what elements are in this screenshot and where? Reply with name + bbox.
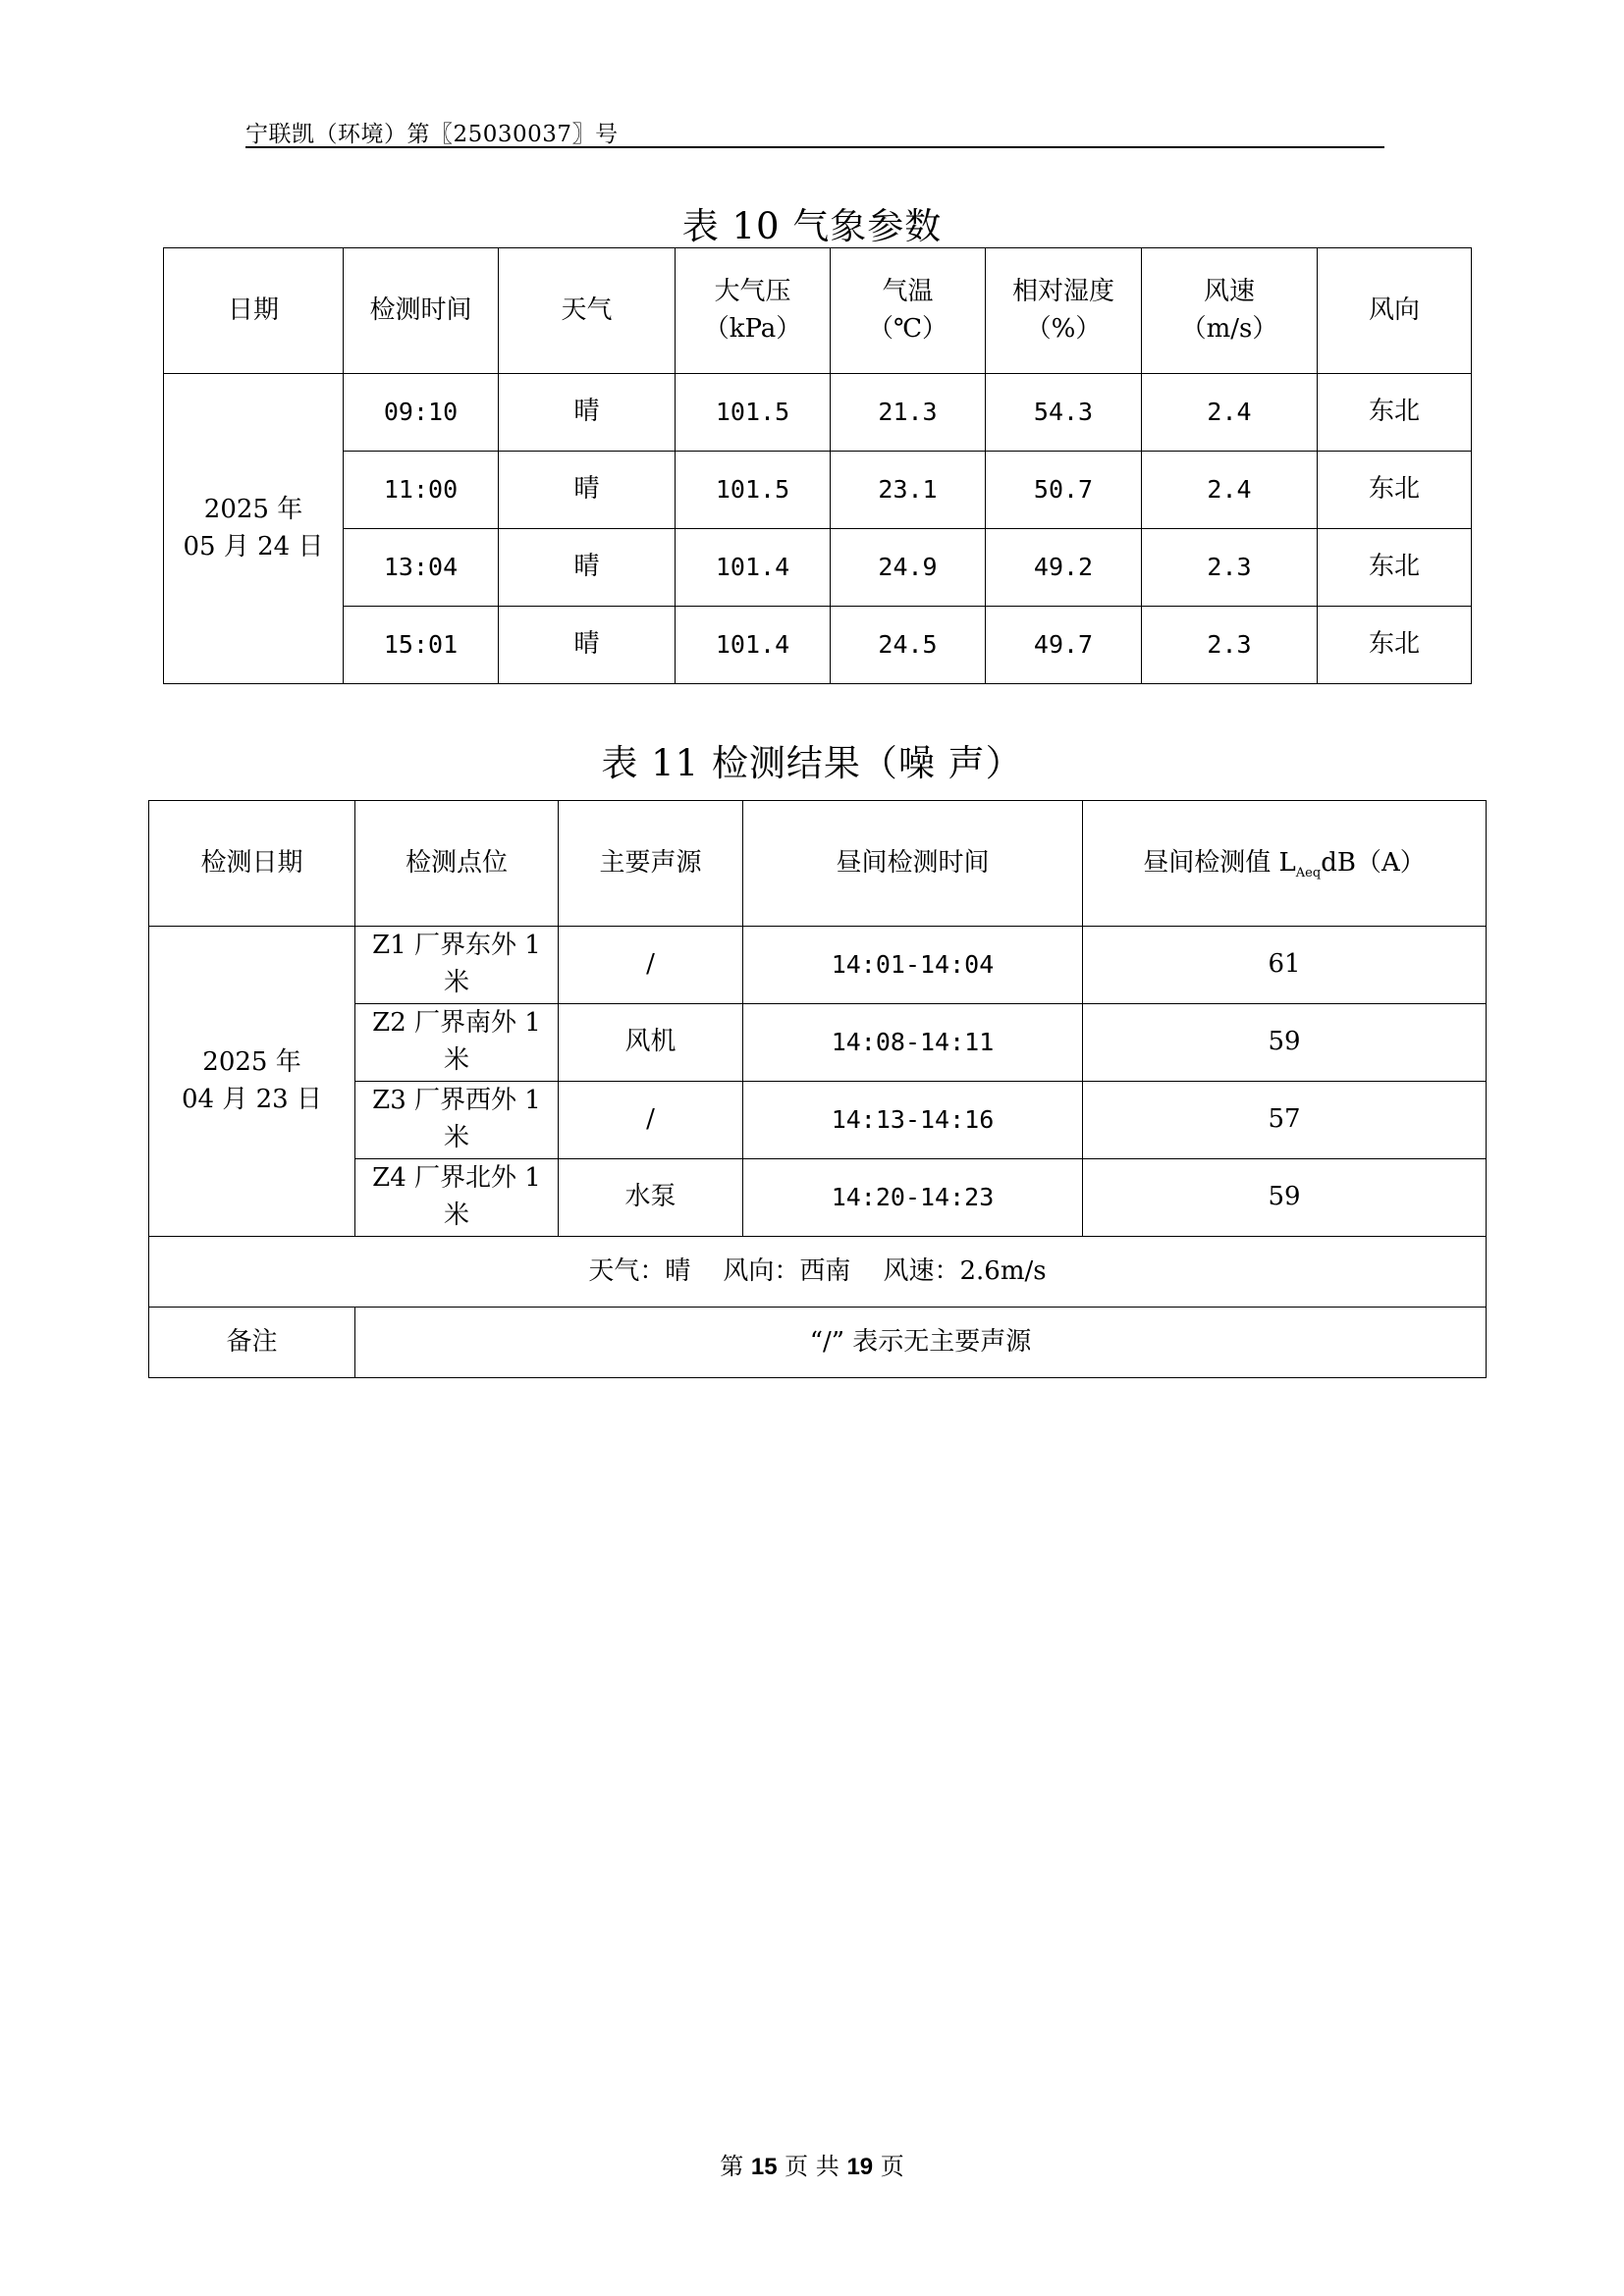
date-month-day: 05 月 24 日 [183,531,324,561]
header-daytime-period: 昼间检测时间 [743,801,1083,927]
cell-wind-direction: 东北 [1318,529,1472,607]
table-row [149,927,1487,1004]
test-date [149,927,355,1237]
header-wind-direction: 风向 [1318,248,1472,374]
cell-pressure: 101.5 [676,374,831,452]
noise-results-table [148,800,1487,1378]
cell-time: 15:01 [344,607,499,684]
header-temp [831,248,986,374]
cell-period: 14:13-14:16 [743,1082,1083,1159]
cell-test-point [355,927,559,1004]
cell-wind-speed: 2.4 [1142,452,1318,529]
cell-time: 13:04 [344,529,499,607]
table10-title: 表 10 气象参数 [681,205,943,247]
cell-weather: 晴 [499,374,676,452]
header-temp-unit: （℃） [867,313,948,344]
point-line2: 米 [443,1201,469,1230]
conditions-row [149,1237,1487,1308]
header-pressure-label: 大气压 [714,276,791,306]
table-row [164,607,1472,684]
point-line1: Z3 厂界西外 1 [372,1086,541,1116]
header-wind-speed-label: 风速 [1203,276,1255,306]
table10-header-row [164,248,1472,374]
header-wind-speed [1142,248,1318,374]
cell-wind-speed: 2.4 [1142,374,1318,452]
cell-wind-speed: 2.3 [1142,529,1318,607]
cell-period: 14:08-14:11 [743,1004,1083,1082]
point-line2: 米 [443,1123,469,1152]
weather-parameters-table [163,247,1472,684]
cell-pressure: 101.4 [676,529,831,607]
cell-weather: 晴 [499,452,676,529]
page-middle: 页 共 [777,2153,847,2180]
header-divider [245,146,1384,148]
cell-weather: 晴 [499,607,676,684]
cell-pressure: 101.4 [676,607,831,684]
header-value-suffix: dB（A） [1321,847,1426,878]
page-current: 15 [750,2154,778,2180]
header-humidity-label: 相对湿度 [1011,276,1114,306]
header-test-date: 检测日期 [149,801,355,927]
date-month-day: 04 月 23 日 [182,1084,322,1114]
cell-main-source: / [559,927,743,1004]
cell-value: 61 [1083,927,1487,1004]
cell-wind-direction: 东北 [1318,607,1472,684]
cell-weather: 晴 [499,529,676,607]
header-main-source: 主要声源 [559,801,743,927]
header-time: 检测时间 [344,248,499,374]
cell-humidity: 49.7 [986,607,1142,684]
note-text: “/” 表示无主要声源 [355,1308,1487,1378]
table11-header-row [149,801,1487,927]
cell-wind-direction: 东北 [1318,452,1472,529]
cell-temp: 21.3 [831,374,986,452]
point-line1: Z2 厂界南外 1 [372,1008,541,1039]
cell-time: 09:10 [344,374,499,452]
header-pressure-unit: （kPa） [703,313,802,344]
table-row [164,452,1472,529]
date-year: 2025 年 [203,494,303,524]
header-pressure [676,248,831,374]
table-row [164,529,1472,607]
page-number [0,2147,1624,2181]
page-total: 19 [846,2154,874,2180]
cell-value: 59 [1083,1159,1487,1237]
cell-humidity: 54.3 [986,374,1142,452]
cell-wind-direction: 东北 [1318,374,1472,452]
header-humidity [986,248,1142,374]
cell-temp: 24.9 [831,529,986,607]
cell-main-source: 风机 [559,1004,743,1082]
header-test-point: 检测点位 [355,801,559,927]
note-row [149,1308,1487,1378]
header-wind-speed-unit: （m/s） [1180,313,1278,344]
point-line1: Z4 厂界北外 1 [372,1163,541,1194]
measurement-date [164,374,344,684]
cell-value: 59 [1083,1004,1487,1082]
date-year: 2025 年 [202,1046,301,1077]
note-label: 备注 [149,1308,355,1378]
header-value-subscript: Aeq [1295,865,1322,881]
page-suffix: 页 [873,2153,904,2180]
header-daytime-value [1083,801,1487,927]
header-date: 日期 [164,248,344,374]
table11-title: 表 11 检测结果（噪 声） [601,742,1023,784]
cell-pressure: 101.5 [676,452,831,529]
point-line2: 米 [443,968,469,997]
cell-test-point [355,1004,559,1082]
header-weather: 天气 [499,248,676,374]
cell-period: 14:20-14:23 [743,1159,1083,1237]
table-row [164,374,1472,452]
cell-test-point [355,1082,559,1159]
cell-period: 14:01-14:04 [743,927,1083,1004]
header-value-prefix: 昼间检测值 L [1143,847,1296,878]
cell-wind-speed: 2.3 [1142,607,1318,684]
point-line1: Z1 厂界东外 1 [372,931,541,961]
header-humidity-unit: （%） [1025,313,1102,344]
document-number: 宁联凯（环境）第〖25030037〗号 [245,122,619,147]
cell-value: 57 [1083,1082,1487,1159]
weather-conditions: 天气：晴 风向：西南 风速：2.6m/s [149,1237,1487,1308]
cell-main-source: 水泵 [559,1159,743,1237]
cell-humidity: 50.7 [986,452,1142,529]
cell-temp: 24.5 [831,607,986,684]
cell-temp: 23.1 [831,452,986,529]
header-temp-label: 气温 [882,276,934,306]
cell-time: 11:00 [344,452,499,529]
cell-humidity: 49.2 [986,529,1142,607]
point-line2: 米 [443,1045,469,1075]
cell-main-source: / [559,1082,743,1159]
page-prefix: 第 [720,2153,751,2180]
cell-test-point [355,1159,559,1237]
